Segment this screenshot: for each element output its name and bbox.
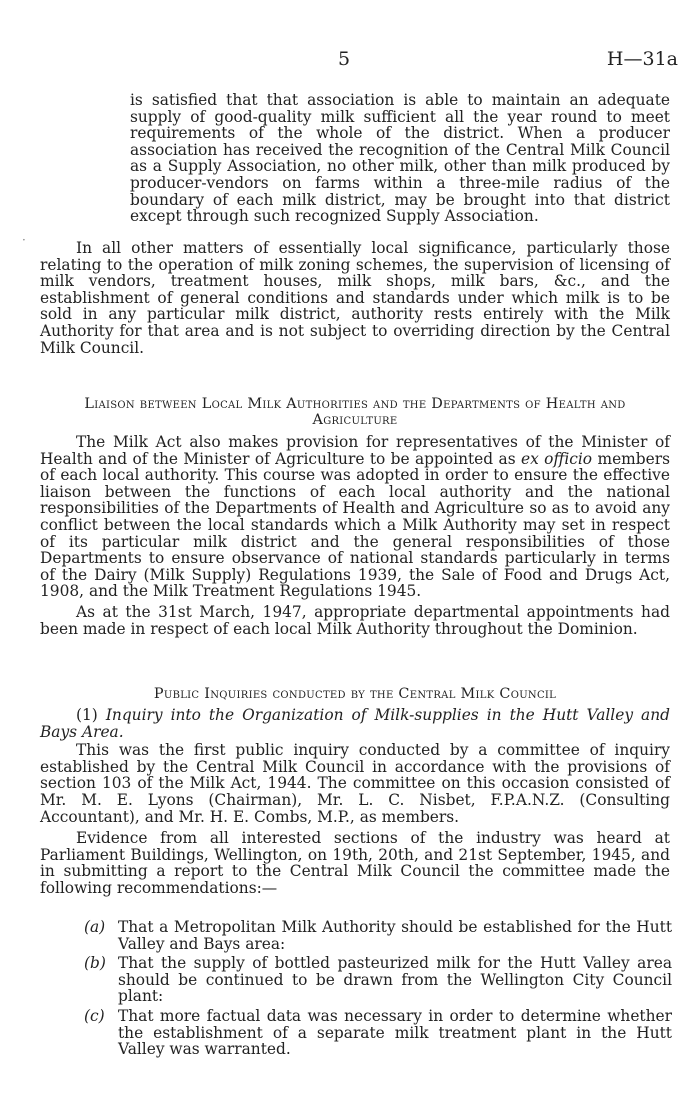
item-marker: (b) — [84, 954, 106, 973]
ex-officio-term: ex officio — [521, 449, 593, 468]
item-text: That a Metropolitan Milk Authority should be established for the Hutt Valley and Bays area: — [118, 918, 672, 953]
liaison-section — [40, 434, 670, 637]
liaison-heading: Liaison between Local Milk Authorities and the Departments of Health and Agriculture — [84, 396, 626, 428]
recommendations-list — [84, 919, 672, 1061]
liaison-paragraph-1 — [40, 434, 670, 600]
recommendation-item — [84, 1008, 672, 1058]
inquiry-title: Inquiry into the Organization of Milk-supplies in the Hutt Valley and Bays Area. — [40, 706, 670, 741]
continued-paragraph — [130, 92, 670, 225]
item-marker: (c) — [84, 1006, 105, 1025]
continued-paragraph-text: is satisfied that that association is able to maintain an adequate supply of good-quality milk sufficient all the year round to meet requirements of the whole of the district. When a producer association has received the recognition of the Central Milk Council as a Supply Association, no other milk, other than milk produced by producer-vendors on farms within a three-mile radius of the boundary of each milk district, may be brought into that district except through such recognized Supply Association. — [130, 91, 670, 226]
page-number: 5 — [338, 48, 351, 70]
item-text: That the supply of bottled pasteurized milk for the Hutt Valley area should be continued to be drawn from the Wellington City Council plant: — [118, 954, 672, 1006]
item-text: That more factual data was necessary in order to determine whether the establishment of a separate milk treatment plant in the Hutt Valley was warranted. — [118, 1006, 672, 1059]
inquiry-paragraph-1: This was the first public inquiry conducted by a committee of inquiry established by the Central Milk Council in accordance with the provisions of section 103 of the Milk Act, 1944. The committee on this occasion consisted of Mr. M. E. Lyons (Chairman), Mr. L. C. Nisbet, F.P.A.N.Z. (Consulting Accountant), and Mr. H. E. Combs, M.P., as members. — [40, 741, 670, 826]
document-reference: H—31a — [606, 48, 678, 70]
inquiry-subheading — [40, 707, 670, 740]
inquiry-paragraph-2: Evidence from all interested sections of the industry was heard at Parliament Buildings, Wellington, on 19th, 20th, and 21st September, 1945, and in submitting a report to the Central Milk Council the committee made the following recommendations:— — [40, 829, 670, 897]
inquiry-number: (1) — [76, 706, 98, 724]
liaison-text-a: The Milk Act also makes provision for representatives of the Minister of Health and of the Minister of Agriculture to be appointed as — [40, 433, 670, 468]
local-matters-text: In all other matters of essentially local significance, particularly those relating to the operation of milk zoning schemes, the supervision of licensing of milk vendors, treatment houses, milk shops, milk bars, &c., and the establishment of general conditions and standards under which milk is to be sold in any particular milk district, authority rests entirely with the Milk Authority for that area and is not subject to overriding direction by the Central Milk Council. — [40, 239, 670, 357]
margin-mark: · — [22, 233, 26, 247]
liaison-text-b: members of each local authority. This course was adopted in order to ensure the effective liaison between the functions of each local authority and the national responsibilities of the Departments of Health and Agriculture so as to avoid any conflict between the local standards which a Milk Authority may set in respect of its particular milk district and the general responsibilities of those Departments to ensure observance of national standards particularly in terms of the Dairy (Milk Supply) Regulations 1939, the Sale of Food and Drugs Act, 1908, and the Milk Treatment Regulations 1945. — [40, 449, 670, 601]
recommendation-item — [84, 955, 672, 1005]
liaison-paragraph-2: As at the 31st March, 1947, appropriate departmental appointments had been made in respect of each local Milk Authority throughout the Dominion. — [40, 602, 670, 638]
item-marker: (a) — [84, 918, 106, 936]
local-matters-paragraph — [40, 240, 670, 356]
page-header — [0, 48, 700, 72]
recommendation-item — [84, 919, 672, 952]
inquiries-heading: Public Inquiries conducted by the Central Milk Council — [153, 686, 557, 702]
inquiries-section — [40, 707, 670, 897]
